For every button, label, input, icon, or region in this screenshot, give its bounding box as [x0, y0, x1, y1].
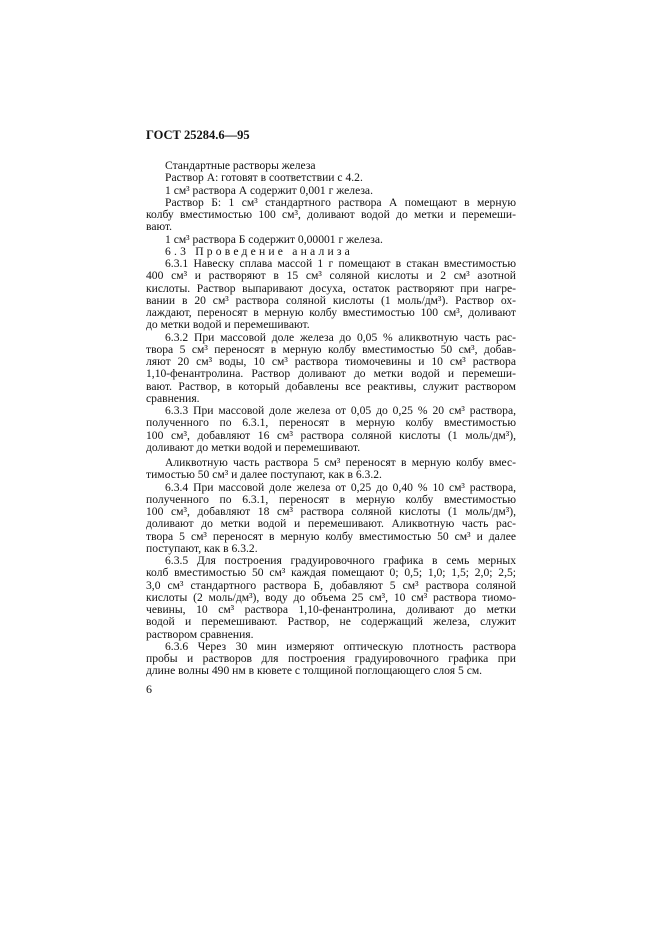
text-line: 6.3.4 При массовой доле железа от 0,25 до 0,40 % 10 см³ раствора, [165, 480, 516, 494]
text-line: полученного по 6.3.1, переносят в мерную колбу вместимостью [146, 416, 516, 430]
text-line: пробы и растворов для построения градуировочного графика при [146, 652, 516, 665]
text-line: Аликвотную часть раствора 5 см³ переносят в мерную колбу вмес- [165, 456, 516, 469]
text-line: 6.3.5 Для построения градуировочного графика в семь мерных [165, 554, 516, 567]
paragraph [146, 185, 516, 197]
text-line: 400 см³ и растворяют в 15 см³ соляной кислоты и 2 см³ азотной [146, 269, 516, 283]
text-line: Раствор А: готовят в соответствии с 4.2. [165, 171, 363, 185]
text-line: 100 см³, добавляют 16 см³ раствора соляной кислоты (1 моль/дм³), [146, 428, 516, 442]
paragraph [146, 641, 516, 678]
text-line: твора 5 см³ переносят в мерную колбу вместимостью 50 см³, добав- [146, 342, 516, 356]
text-line: твора 5 см³ переносят в мерную колбу вместимостью 50 см³ и далее [146, 529, 516, 543]
text-line: 1 см³ раствора А содержит 0,001 г железа. [165, 183, 373, 197]
text-line: чевины, 10 см³ раствора 1,10-фенантролина, доливают до метки [146, 603, 516, 616]
text-line: до метки водой и перемешивают. [146, 318, 310, 332]
text-line: 3,0 см³ стандартного раствора Б, добавляют 5 см³ раствора соляной [146, 578, 516, 592]
document-body [146, 160, 516, 678]
paragraph [146, 172, 516, 184]
paragraph [146, 197, 516, 234]
text-line: 1,10-фенантролина. Раствор доливают до метки водой и перемеши- [146, 367, 516, 381]
text-line: длине волны 490 нм в кювете с толщиной поглощающего слоя 5 см. [146, 664, 483, 678]
text-line: раствором сравнения. [146, 627, 254, 641]
text-line: поступают, как в 6.3.2. [146, 541, 258, 555]
text-line: Стандартные растворы железа [165, 159, 316, 172]
paragraph [146, 555, 516, 641]
text-line: 6.3.3 При массовой доле железа от 0,05 до 0,25 % 20 см³ раствора, [165, 404, 516, 417]
paragraph [146, 482, 516, 556]
document-header: ГОСТ 25284.6—95 [146, 128, 250, 142]
text-line: 1 см³ раствора Б содержит 0,00001 г железа. [165, 232, 383, 246]
text-line: Раствор Б: 1 см³ стандартного раствора А помещают в мерную [165, 195, 516, 209]
text-line: вают. Раствор, в который добавлены все реактивы, служит раствором [146, 379, 516, 393]
text-line: кислоты (2 моль/дм³), воду до объема 25 см³, 10 см³ раствора тиомо- [146, 590, 516, 604]
page-number: 6 [146, 682, 152, 696]
text-line: лаждают, переносят в мерную колбу вместимостью 100 см³, доливают [146, 306, 516, 319]
text-line: доливают до метки водой и перемешивают. Аликвотную часть рас- [146, 517, 516, 531]
text-line: вают. [146, 220, 173, 234]
text-line: полученного по 6.3.1, переносят в мерную колбу вместимостью [146, 492, 516, 506]
text-line: сравнения. [146, 391, 200, 405]
paragraph [146, 234, 516, 246]
text-line: 6.3.1 Навеску сплава массой 1 г помещают в стакан вместимостью [165, 257, 516, 270]
text-line: 6.3 Проведение анализа [165, 244, 353, 258]
text-line: кислоты. Раствор выпаривают досуха, остаток растворяют при нагре- [146, 281, 516, 295]
text-line: колбу вместимостью 100 см³, доливают водой до метки и перемеши- [146, 208, 516, 221]
text-line: 6.3.2 При массовой доле железа до 0,05 % аликвотную часть рас- [165, 330, 516, 344]
text-line: вании в 20 см³ раствора соляной кислоты (1 моль/дм³). Раствор ох- [146, 293, 516, 307]
text-line: ляют 20 см³ воды, 10 см³ раствора тиомочевины и 10 см³ раствора [146, 355, 516, 368]
text-line: доливают до метки водой и перемешивают. [146, 440, 361, 454]
paragraph [146, 457, 516, 482]
text-line: 100 см³, добавляют 18 см³ раствора соляной кислоты (1 моль/дм³), [146, 505, 516, 518]
paragraph [146, 405, 516, 454]
paragraph [146, 332, 516, 406]
text-line: колб вместимостью 50 см³ каждая помещают 0; 0,5; 1,0; 1,5; 2,0; 2,5; [146, 566, 516, 580]
text-line: тимостью 50 см³ и далее поступают, как в 6.3.2. [146, 468, 382, 482]
text-line: водой и перемешивают. Раствор, не содержащий железа, служит [146, 615, 516, 629]
text-line: 6.3.6 Через 30 мин измеряют оптическую плотность раствора [165, 639, 516, 653]
paragraph [146, 258, 516, 332]
